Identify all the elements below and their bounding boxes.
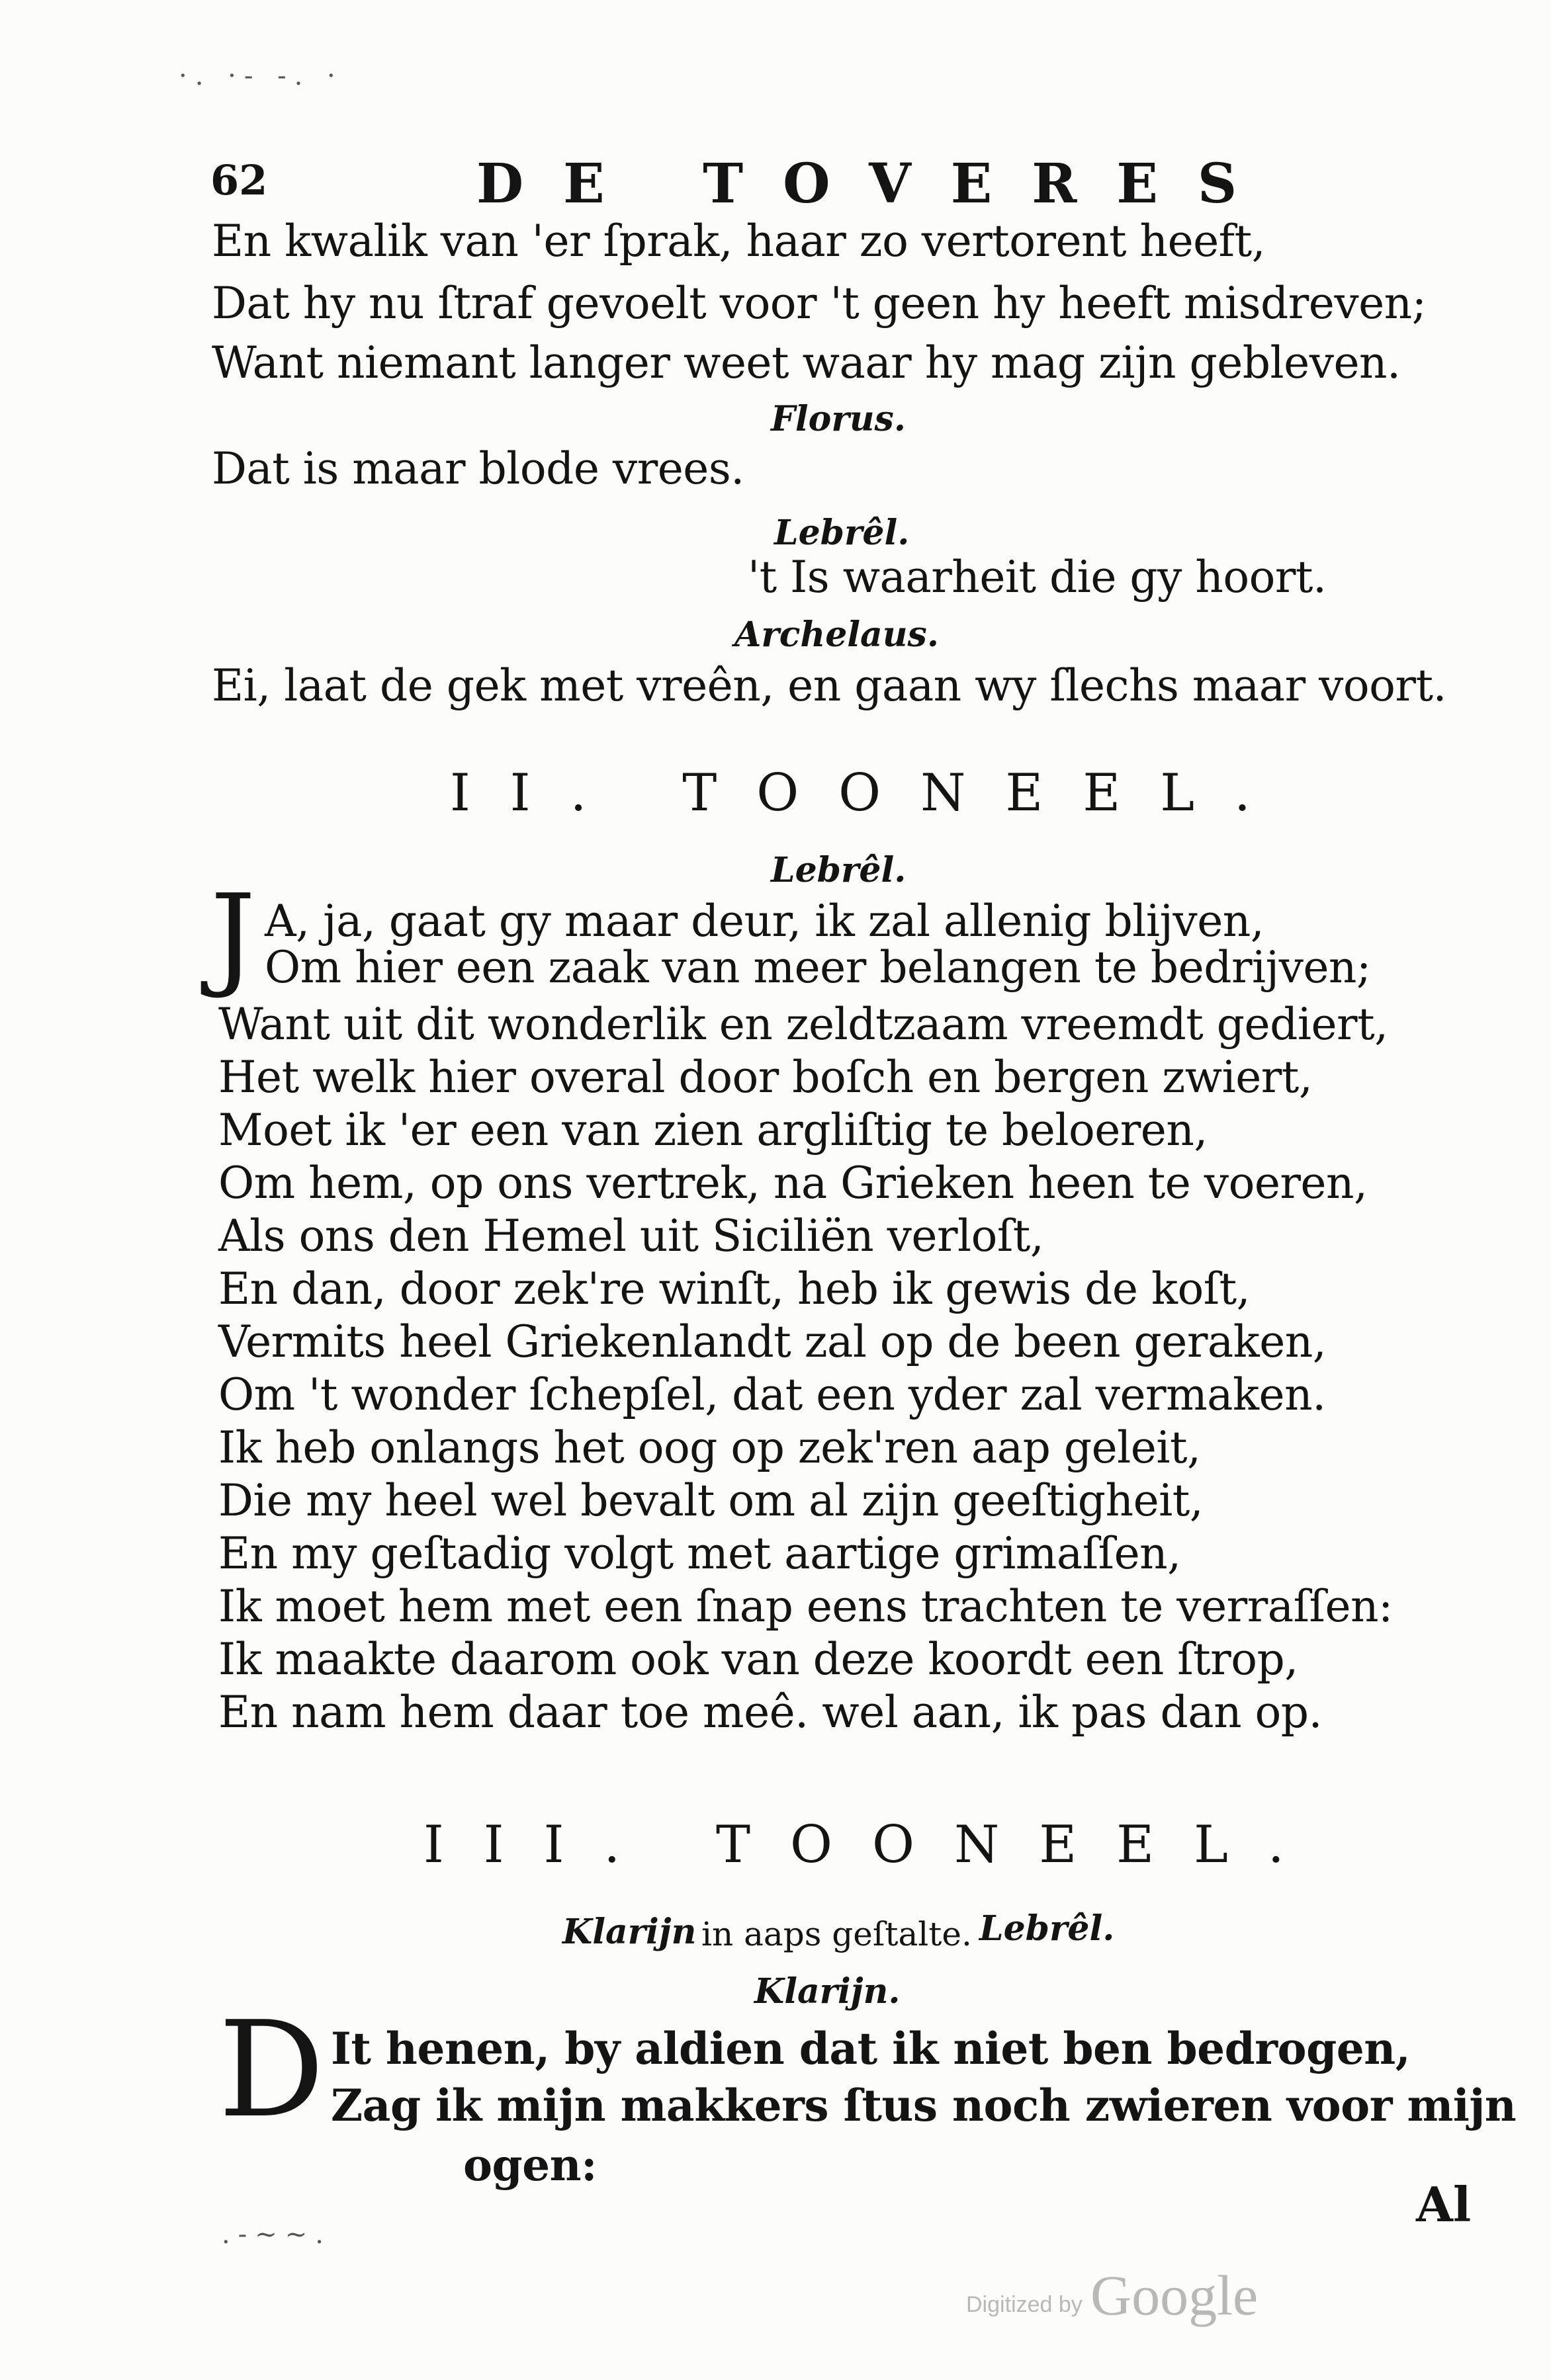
verse-line: Als ons den Hemel uit Siciliën verloſt,	[218, 1211, 1044, 1261]
printer-speck: ·. ·- -. ·	[179, 61, 343, 91]
verse-line: En my geſtadig volgt met aartige grimaſſen,	[218, 1528, 1181, 1579]
page-number: 62	[210, 156, 268, 204]
verse-line: En nam hem daar toe meê. wel aan, ik pas dan op.	[218, 1687, 1323, 1738]
verse-line: Want uit dit wonderlik en zeldtzaam vreemdt gediert,	[218, 999, 1388, 1050]
scene-heading: II. TOONEEL.	[450, 763, 1290, 823]
verse-line: Om hem, op ons vertrek, na Grieken heen te voeren,	[218, 1158, 1368, 1209]
verse-line: Ik maakte daarom ook van deze koordt een ſtrop,	[218, 1634, 1298, 1685]
verse-line: A, ja, gaat gy maar deur, ik zal allenig blijven,	[265, 896, 1264, 947]
verse-line: It henen, by aldien dat ik niet ben bedrogen,	[331, 2023, 1411, 2074]
google-logo: Google	[1090, 2264, 1259, 2327]
stage-direction: in aaps geſtalte.	[701, 1915, 972, 1953]
verse-line: Zag ik mijn makkers ſtus noch zwieren voor mijn	[331, 2080, 1517, 2131]
drop-capital: J	[210, 871, 256, 1001]
speaker-name: Klarijn.	[754, 1971, 901, 2012]
verse-line: Die my heel wel bevalt om al zijn geeſtigheit,	[218, 1475, 1204, 1526]
verse-line: Om hier een zaak van meer belangen te bedrijven;	[265, 942, 1371, 993]
catchword: Al	[1416, 2176, 1472, 2232]
running-title: DE TOVERES	[476, 152, 1277, 216]
speaker-name: Lebrêl.	[771, 850, 907, 890]
stage-character: Klarijn	[562, 1912, 697, 1952]
verse-line: Dat hy nu ſtraf gevoelt voor 't geen hy heeft misdreven;	[212, 278, 1427, 329]
verse-line: 't Is waarheit die gy hoort.	[748, 552, 1327, 603]
verse-line: Want niemant langer weet waar hy mag zijn gebleven.	[212, 337, 1401, 388]
digitized-by-label: Digitized by	[966, 2292, 1083, 2317]
speaker-name: Archelaus.	[734, 615, 939, 655]
stage-character: Lebrêl.	[979, 1908, 1115, 1949]
verse-line: Dat is maar blode vrees.	[212, 443, 744, 494]
verse-line: ogen:	[463, 2139, 598, 2191]
verse-line: Het welk hier overal door boſch en bergen zwiert,	[218, 1052, 1313, 1103]
verse-line: Ei, laat de gek met vreên, en gaan wy ſlechs maar voort.	[212, 660, 1446, 711]
scene-heading: III. TOONEEL.	[423, 1815, 1324, 1875]
drop-capital: D	[218, 1993, 325, 2147]
printer-speck: .-~~.	[222, 2219, 332, 2250]
verse-line: En kwalik van 'er ſprak, haar zo vertorent heeft,	[212, 216, 1266, 267]
verse-line: En dan, door zek're winſt, heb ik gewis de koſt,	[218, 1263, 1251, 1314]
verse-line: Moet ik 'er een van zien argliſtig te beloeren,	[218, 1105, 1208, 1156]
speaker-name: Lebrêl.	[774, 513, 910, 553]
verse-line: Ik moet hem met een ſnap eens trachten te verraſſen:	[218, 1581, 1393, 1632]
verse-line: Vermits heel Griekenlandt zal op de been geraken,	[218, 1316, 1327, 1367]
verse-line: Om 't wonder ſchepſel, dat een yder zal vermaken.	[218, 1369, 1326, 1420]
verse-line: Ik heb onlangs het oog op zek'ren aap geleit,	[218, 1422, 1201, 1473]
speaker-name: Florus.	[771, 399, 906, 439]
